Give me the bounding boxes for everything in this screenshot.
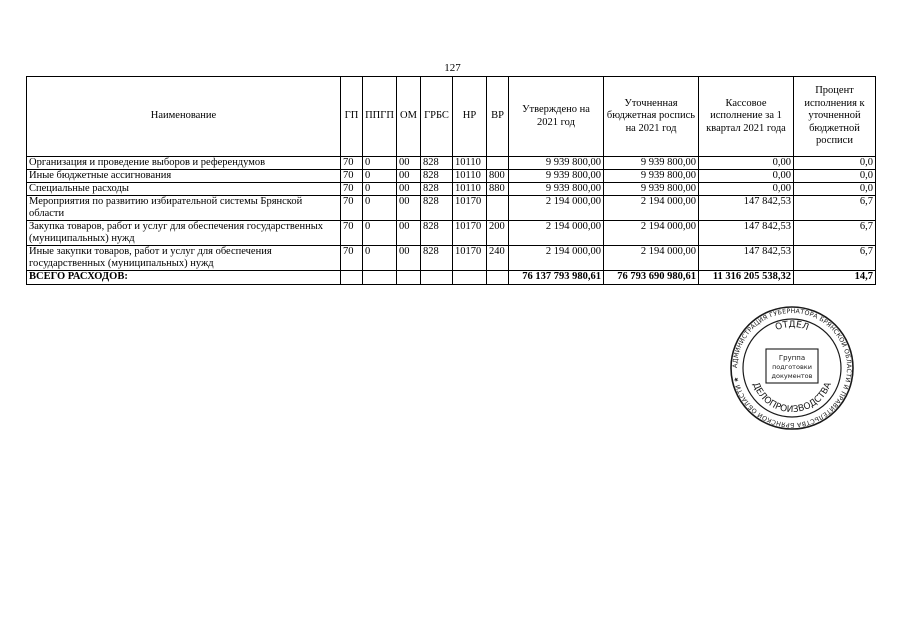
row-revised: 9 939 800,00 — [604, 183, 699, 196]
row-ppgp: 0 — [363, 196, 397, 221]
header-name: Наименование — [27, 77, 341, 157]
row-percent: 6,7 — [794, 246, 876, 271]
stamp-department-bottom: ДЕЛОПРОИЗВОДСТВА — [750, 380, 834, 416]
table-header-row — [27, 77, 876, 157]
row-gp: 70 — [341, 246, 363, 271]
table-row — [27, 221, 876, 246]
row-revised: 2 194 000,00 — [604, 196, 699, 221]
header-om: ОМ — [397, 77, 421, 157]
row-name: Специальные расходы — [27, 183, 341, 196]
row-grbs: 828 — [421, 196, 453, 221]
row-approved: 9 939 800,00 — [509, 157, 604, 170]
row-om: 00 — [397, 157, 421, 170]
row-om: 00 — [397, 246, 421, 271]
row-cash: 147 842,53 — [699, 221, 794, 246]
official-stamp — [729, 305, 855, 431]
row-om: 00 — [397, 196, 421, 221]
row-approved: 2 194 000,00 — [509, 221, 604, 246]
table-row — [27, 183, 876, 196]
row-name: Организация и проведение выборов и референдумов — [27, 157, 341, 170]
row-approved: 2 194 000,00 — [509, 196, 604, 221]
total-revised: 76 793 690 980,61 — [604, 271, 699, 285]
table-row — [27, 170, 876, 183]
row-approved: 9 939 800,00 — [509, 183, 604, 196]
total-label: ВСЕГО РАСХОДОВ: — [27, 271, 341, 285]
row-gp: 70 — [341, 183, 363, 196]
row-percent: 6,7 — [794, 221, 876, 246]
row-name: Закупка товаров, работ и услуг для обеспечения государственных (муниципальных) нужд — [27, 221, 341, 246]
row-vr — [487, 196, 509, 221]
row-revised: 9 939 800,00 — [604, 170, 699, 183]
stamp-department-top: ОТДЕЛ — [774, 319, 810, 334]
table-row — [27, 157, 876, 170]
stamp-center-line-1: Группа — [778, 354, 806, 362]
table-row — [27, 246, 876, 271]
header-cash: Кассовое исполнение за 1 квартал 2021 года — [699, 77, 794, 157]
row-ppgp: 0 — [363, 246, 397, 271]
row-grbs: 828 — [421, 183, 453, 196]
row-nr: 10170 — [453, 221, 487, 246]
row-nr: 10110 — [453, 183, 487, 196]
row-nr: 10170 — [453, 246, 487, 271]
row-grbs: 828 — [421, 157, 453, 170]
row-gp: 70 — [341, 221, 363, 246]
row-vr: 240 — [487, 246, 509, 271]
header-vr: ВР — [487, 77, 509, 157]
row-ppgp: 0 — [363, 221, 397, 246]
budget-table — [26, 76, 876, 285]
page-number: 127 — [444, 62, 461, 74]
row-cash: 0,00 — [699, 183, 794, 196]
row-gp: 70 — [341, 170, 363, 183]
row-ppgp: 0 — [363, 157, 397, 170]
row-vr: 800 — [487, 170, 509, 183]
total-cash: 11 316 205 538,32 — [699, 271, 794, 285]
row-nr: 10110 — [453, 157, 487, 170]
row-revised: 2 194 000,00 — [604, 246, 699, 271]
row-nr: 10170 — [453, 196, 487, 221]
row-vr: 200 — [487, 221, 509, 246]
row-percent: 0,0 — [794, 183, 876, 196]
header-revised: Уточненная бюджетная роспись на 2021 год — [604, 77, 699, 157]
row-name: Мероприятия по развитию избирательной системы Брянской области — [27, 196, 341, 221]
row-ppgp: 0 — [363, 170, 397, 183]
row-percent: 0,0 — [794, 170, 876, 183]
row-cash: 147 842,53 — [699, 196, 794, 221]
row-name: Иные закупки товаров, работ и услуг для обеспечения государственных (муниципальных) нужд — [27, 246, 341, 271]
row-om: 00 — [397, 221, 421, 246]
row-approved: 2 194 000,00 — [509, 246, 604, 271]
row-cash: 147 842,53 — [699, 246, 794, 271]
row-percent: 0,0 — [794, 157, 876, 170]
row-cash: 0,00 — [699, 157, 794, 170]
header-approved: Утверждено на 2021 год — [509, 77, 604, 157]
total-approved: 76 137 793 980,61 — [509, 271, 604, 285]
row-om: 00 — [397, 170, 421, 183]
header-ppgp: ППГП — [363, 77, 397, 157]
row-cash: 0,00 — [699, 170, 794, 183]
row-gp: 70 — [341, 157, 363, 170]
stamp-center-line-2: подготовки — [772, 363, 812, 371]
header-percent: Процент исполнения к уточненной бюджетной росписи — [794, 77, 876, 157]
row-name: Иные бюджетные ассигнования — [27, 170, 341, 183]
header-grbs: ГРБС — [421, 77, 453, 157]
row-gp: 70 — [341, 196, 363, 221]
row-vr: 880 — [487, 183, 509, 196]
row-revised: 2 194 000,00 — [604, 221, 699, 246]
row-ppgp: 0 — [363, 183, 397, 196]
row-revised: 9 939 800,00 — [604, 157, 699, 170]
row-grbs: 828 — [421, 221, 453, 246]
row-om: 00 — [397, 183, 421, 196]
total-row — [27, 271, 876, 285]
row-percent: 6,7 — [794, 196, 876, 221]
table-row — [27, 196, 876, 221]
row-nr: 10110 — [453, 170, 487, 183]
row-grbs: 828 — [421, 170, 453, 183]
header-gp: ГП — [341, 77, 363, 157]
row-approved: 9 939 800,00 — [509, 170, 604, 183]
stamp-center-line-3: документов — [771, 372, 813, 380]
total-percent: 14,7 — [794, 271, 876, 285]
header-nr: НР — [453, 77, 487, 157]
row-grbs: 828 — [421, 246, 453, 271]
stamp-ring-text: АДМИНИСТРАЦИЯ ГУБЕРНАТОРА БРЯНСКОЙ ОБЛАСТИ И ПРАВИТЕЛЬСТВА БРЯНСКОЙ ОБЛАСТИ ★ — [731, 307, 853, 429]
row-vr — [487, 157, 509, 170]
